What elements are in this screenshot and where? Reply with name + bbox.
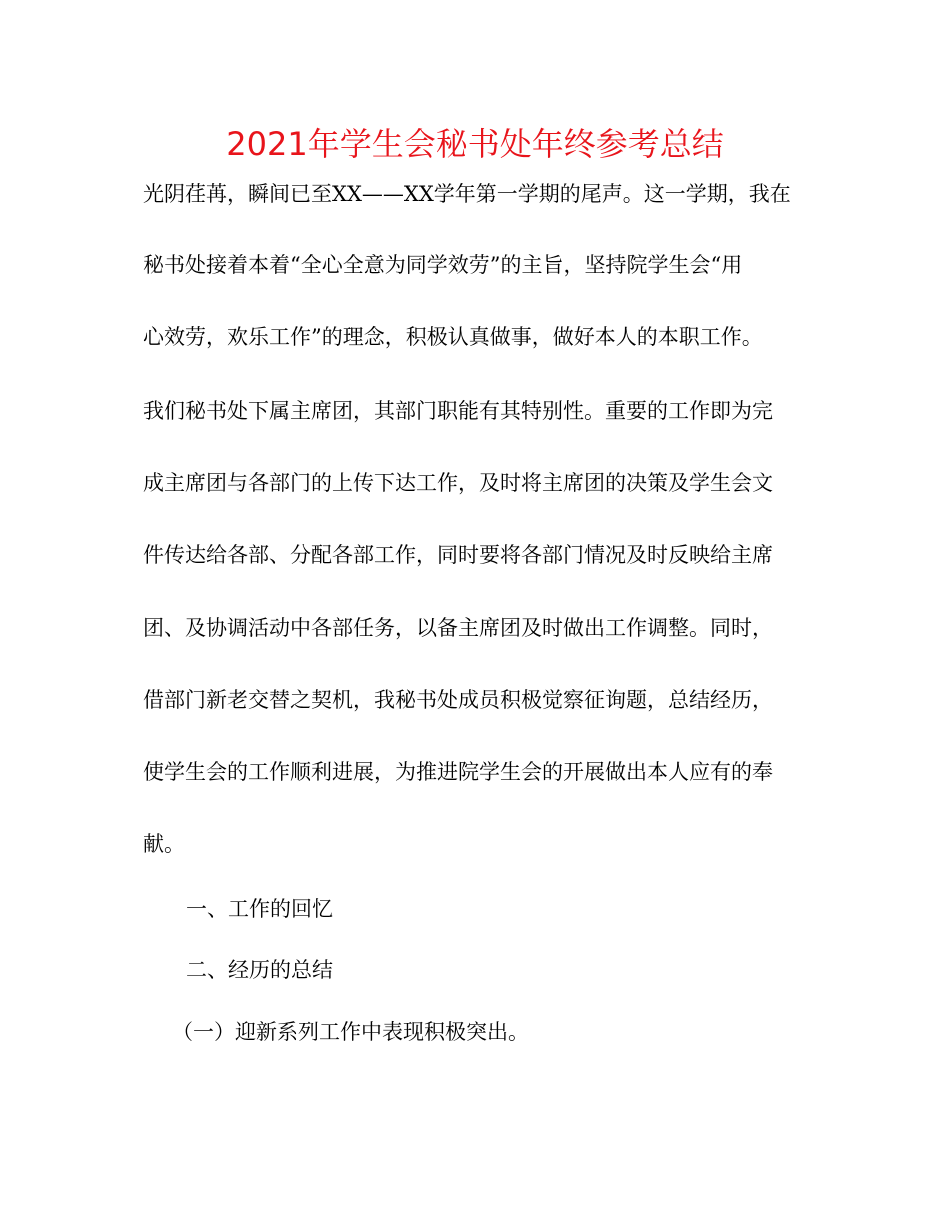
paragraph-line: 心效劳，欢乐工作”的理念，积极认真做事，做好本人的本职工作。 xyxy=(143,325,763,349)
paragraph-line: 借部门新老交替之契机，我秘书处成员积极觉察征询题，总结经历， xyxy=(143,688,773,712)
paragraph-line: 秘书处接着本着“全心全意为同学效劳”的主旨，坚持院学生会“用 xyxy=(143,253,743,277)
paragraph-line: 光阴荏苒，瞬间已至XX——XX学年第一学期的尾声。这一学期，我在 xyxy=(143,182,791,206)
paragraph-line: 我们秘书处下属主席团，其部门职能有其特别性。重要的工作即为完 xyxy=(143,399,773,423)
subsection-heading: （一）迎新系列工作中表现积极突出。 xyxy=(172,1020,529,1044)
section-heading: 二、经历的总结 xyxy=(186,958,333,982)
paragraph-line: 团、及协调活动中各部任务，以备主席团及时做出工作调整。同时， xyxy=(143,616,773,640)
paragraph-line: 成主席团与各部门的上传下达工作，及时将主席团的决策及学生会文 xyxy=(143,471,773,495)
paragraph-line: 使学生会的工作顺利进展，为推进院学生会的开展做出本人应有的奉 xyxy=(143,760,773,784)
document-title: 2021年学生会秘书处年终参考总结 xyxy=(226,125,724,163)
paragraph-line: 件传达给各部、分配各部工作，同时要将各部门情况及时反映给主席 xyxy=(143,543,773,567)
paragraph-line: 献。 xyxy=(143,832,185,856)
section-heading: 一、工作的回忆 xyxy=(186,897,333,921)
